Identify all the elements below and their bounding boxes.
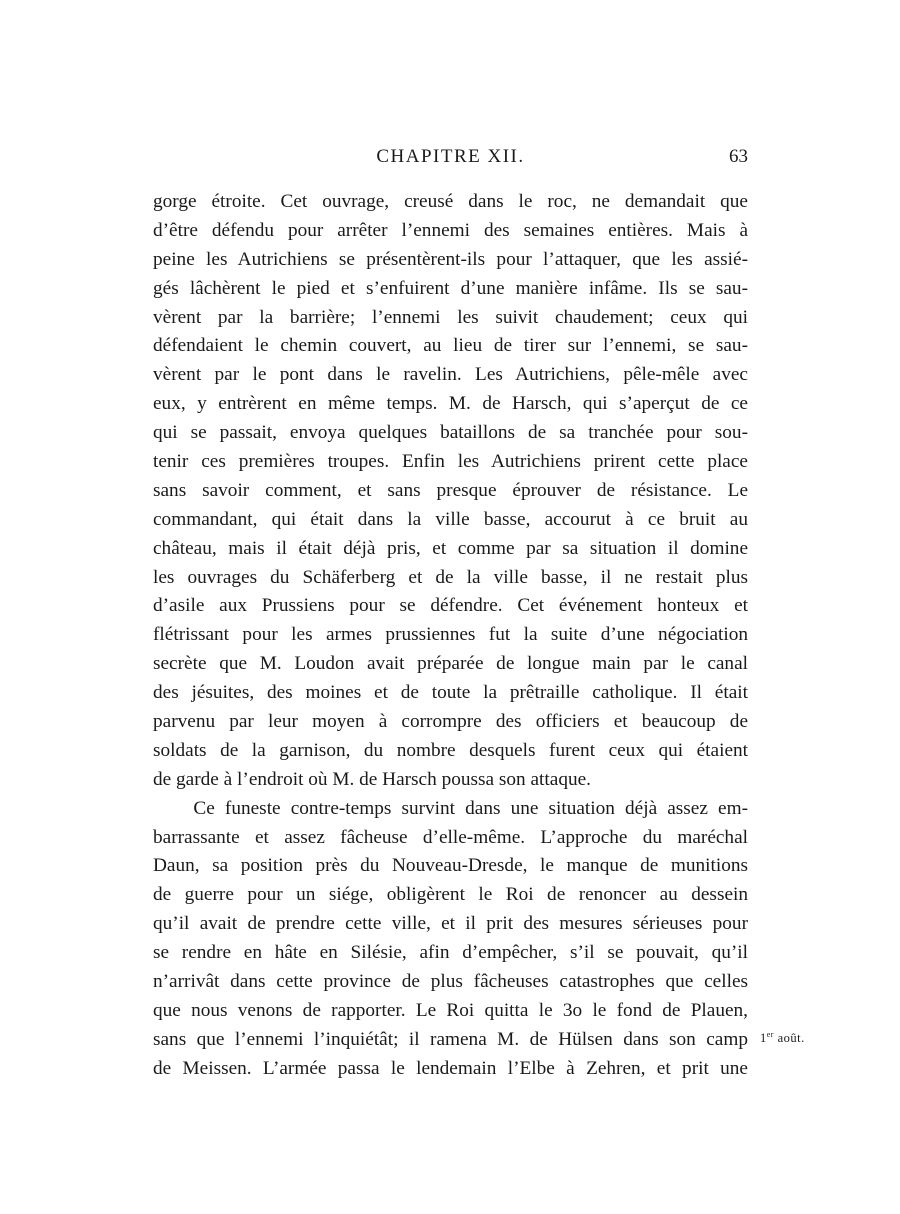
text-line: commandant, qui était dans la ville basse, accourut à ce bruit au — [153, 508, 748, 530]
text-line: de Meissen. L’armée passa le lendemain l’Elbe à Zehren, et prit une — [153, 1057, 748, 1079]
text-line: qu’il avait de prendre cette ville, et il prit des mesures sérieuses pour — [153, 913, 748, 935]
text-line: vèrent par le pont dans le ravelin. Les Autrichiens, pêle-mêle avec — [153, 364, 748, 386]
text-line: vèrent par la barrière; l’ennemi les suivit chaudement; ceux qui — [153, 306, 748, 328]
text-line: sans que l’ennemi l’inquiétât; il ramena M. de Hülsen dans son camp — [153, 1028, 748, 1050]
text-line: que nous venons de rapporter. Le Roi quitta le 3o le fond de Plauen, — [153, 999, 748, 1021]
text-line: Daun, sa position près du Nouveau-Dresde, le manque de munitions — [153, 855, 748, 877]
page-number: 63 — [729, 146, 748, 167]
text-line: les ouvrages du Schäferberg et de la ville basse, il ne restait plus — [153, 566, 748, 588]
text-line: de garde à l’endroit où M. de Harsch poussa son attaque. — [153, 768, 591, 790]
text-line: château, mais il était déjà pris, et comme par sa situation il domine — [153, 537, 748, 559]
text-line: tenir ces premières troupes. Enfin les Autrichiens prirent cette place — [153, 451, 748, 473]
chapter-title: CHAPITRE XII. — [376, 146, 525, 167]
text-line: des jésuites, des moines et de toute la prêtraille catholique. Il était — [153, 682, 748, 704]
running-head — [153, 146, 748, 176]
text-line: barrassante et assez fâcheuse d’elle-même. L’approche du maréchal — [153, 826, 748, 848]
margin-note-number: 1 — [760, 1031, 767, 1046]
text-line: n’arrivât dans cette province de plus fâcheuses catastrophes que celles — [153, 971, 748, 993]
text-line: sans savoir comment, et sans presque éprouver de résistance. Le — [153, 479, 748, 501]
text-line: Ce funeste contre-temps survint dans une situation déjà assez em- — [153, 797, 748, 819]
text-line: d’être défendu pour arrêter l’ennemi des semaines entières. Mais à — [153, 219, 748, 241]
text-line: de guerre pour un siége, obligèrent le Roi de renoncer au dessein — [153, 884, 748, 906]
text-line: d’asile aux Prussiens pour se défendre. Cet événement honteux et — [153, 595, 748, 617]
margin-note-superscript: er — [766, 1030, 774, 1039]
text-line: flétrissant pour les armes prussiennes fut la suite d’une négociation — [153, 624, 748, 646]
text-line: gés lâchèrent le pied et s’enfuirent d’une manière infâme. Ils se sau- — [153, 277, 748, 299]
margin-note-word: août. — [773, 1031, 805, 1046]
text-line: peine les Autrichiens se présentèrent-ils pour l’attaquer, que les assié- — [153, 248, 748, 270]
text-line: se rendre en hâte en Silésie, afin d’empêcher, s’il se pouvait, qu’il — [153, 942, 748, 964]
margin-note-date — [760, 1030, 805, 1046]
text-line: secrète que M. Loudon avait préparée de longue main par le canal — [153, 653, 748, 675]
text-line: qui se passait, envoya quelques bataillons de sa tranchée pour sou- — [153, 422, 748, 444]
body-text — [153, 188, 748, 1084]
text-line: eux, y entrèrent en même temps. M. de Harsch, qui s’aperçut de ce — [153, 393, 748, 415]
text-line: défendaient le chemin couvert, au lieu de tirer sur l’ennemi, se sau- — [153, 335, 748, 357]
text-line: soldats de la garnison, du nombre desquels furent ceux qui étaient — [153, 739, 748, 761]
text-line: gorge étroite. Cet ouvrage, creusé dans le roc, ne demandait que — [153, 191, 748, 212]
text-line: parvenu par leur moyen à corrompre des officiers et beaucoup de — [153, 711, 748, 733]
